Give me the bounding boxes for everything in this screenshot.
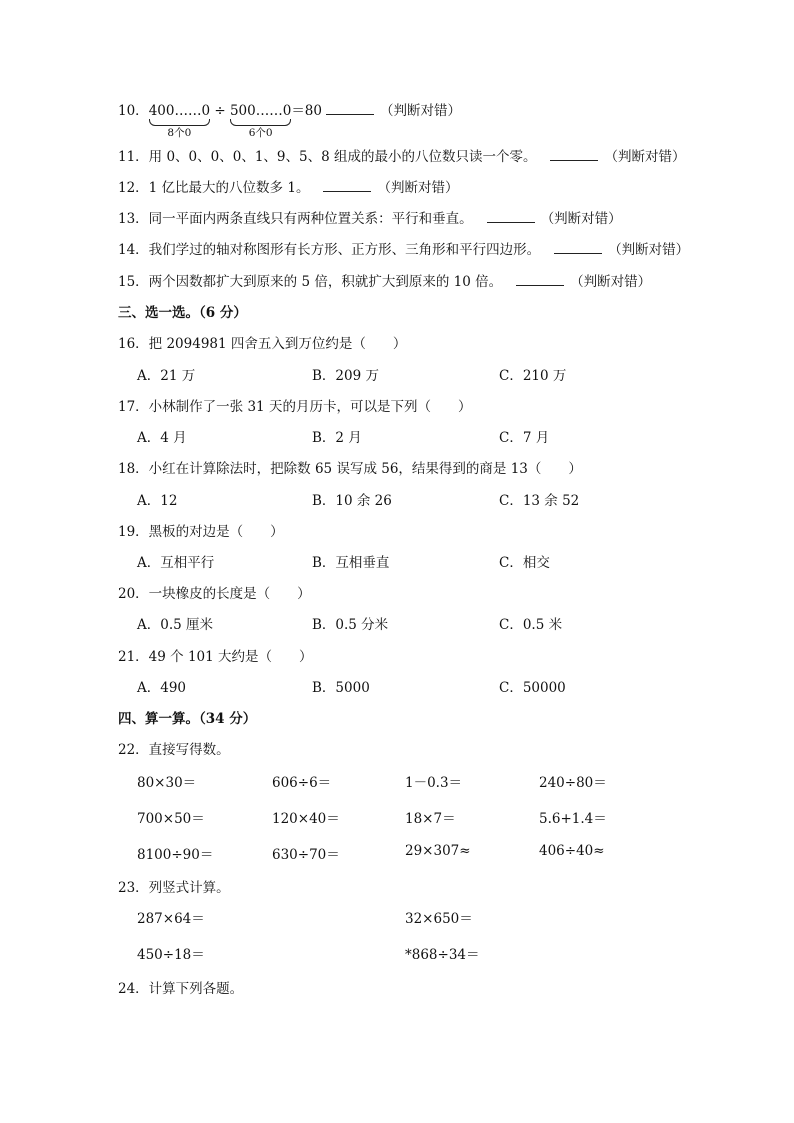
calc-item: 606÷6＝: [272, 775, 332, 791]
question-22: 22．直接写得数。: [118, 742, 230, 758]
calc-item: 1－0.3＝: [405, 775, 463, 791]
answer-blank[interactable]: [326, 102, 374, 115]
option-a[interactable]: A．0.5 厘米: [137, 617, 214, 633]
question-11: 11．用 0、0、0、0、1、9、5、8 组成的最小的八位数只读一个零。 （判断对错）: [118, 149, 686, 165]
q10-dividend: 400……0 8个0: [148, 103, 211, 139]
question-16: 16．把 2094981 四舍五入到万位约是（ ）: [118, 336, 407, 352]
option-c[interactable]: C．7 月: [499, 430, 550, 446]
calc-item: 287×64＝: [137, 911, 205, 927]
calc-item: 240÷80＝: [539, 775, 607, 791]
question-12: 12．1 亿比最大的八位数多 1。 （判断对错）: [118, 180, 459, 196]
calc-item: 5.6+1.4＝: [539, 811, 607, 827]
option-b[interactable]: B．互相垂直: [312, 555, 390, 571]
calc-item: 450÷18＝: [137, 947, 205, 963]
calc-item: 18×7＝: [405, 811, 456, 827]
calc-item: 29×307≈: [405, 843, 471, 859]
option-b[interactable]: B．10 余 26: [312, 493, 392, 509]
question-18: 18．小红在计算除法时，把除数 65 误写成 56，结果得到的商是 13（ ）: [118, 461, 582, 477]
calc-item: 630÷70＝: [272, 847, 340, 863]
calc-item: 406÷40≈: [539, 843, 605, 859]
q10-divisor: 500……0 6个0: [229, 103, 292, 139]
question-13: 13．同一平面内两条直线只有两种位置关系：平行和垂直。 （判断对错）: [118, 211, 622, 227]
calc-item: 120×40＝: [272, 811, 340, 827]
answer-blank[interactable]: [550, 148, 598, 161]
question-21: 21．49 个 101 大约是（ ）: [118, 649, 313, 665]
option-a[interactable]: A．12: [137, 493, 178, 509]
question-24: 24．计算下列各题。: [118, 981, 244, 997]
option-a[interactable]: A．4 月: [137, 430, 187, 446]
section-heading: 四、算一算。（34 分）: [118, 711, 257, 727]
question-17: 17．小林制作了一张 31 天的月历卡，可以是下列（ ）: [118, 399, 472, 415]
calc-item: 32×650＝: [405, 911, 473, 927]
question-14: 14．我们学过的轴对称图形有长方形、正方形、三角形和平行四边形。 （判断对错）: [118, 242, 690, 258]
question-23: 23．列竖式计算。: [118, 880, 230, 896]
calc-item: *868÷34＝: [405, 947, 480, 963]
question-20: 20．一块橡皮的长度是（ ）: [118, 586, 311, 602]
question-10: 10．400……0 8个0 ÷ 500……0 6个0 ＝80 （判断对错）: [118, 103, 461, 139]
option-a[interactable]: A．互相平行: [137, 555, 215, 571]
question-19: 19．黑板的对边是（ ）: [118, 524, 284, 540]
option-b[interactable]: B．0.5 分米: [312, 617, 389, 633]
option-b[interactable]: B．2 月: [312, 430, 362, 446]
calc-item: 700×50＝: [137, 811, 205, 827]
answer-blank[interactable]: [487, 210, 535, 223]
calc-item: 8100÷90＝: [137, 847, 214, 863]
option-c[interactable]: C．相交: [499, 555, 550, 571]
option-c[interactable]: C．50000: [499, 680, 566, 696]
option-b[interactable]: B．209 万: [312, 368, 379, 384]
option-a[interactable]: A．490: [137, 680, 187, 696]
section-heading: 三、选一选。（6 分）: [118, 305, 247, 321]
answer-blank[interactable]: [323, 179, 371, 192]
option-a[interactable]: A．21 万: [137, 368, 196, 384]
question-15: 15．两个因数都扩大到原来的 5 倍，积就扩大到原来的 10 倍。 （判断对错）: [118, 274, 652, 290]
option-c[interactable]: C．0.5 米: [499, 617, 563, 633]
calc-item: 80×30＝: [137, 775, 197, 791]
option-b[interactable]: B．5000: [312, 680, 370, 696]
answer-blank[interactable]: [516, 273, 564, 286]
option-c[interactable]: C．210 万: [499, 368, 567, 384]
option-c[interactable]: C．13 余 52: [499, 493, 580, 509]
answer-blank[interactable]: [554, 241, 602, 254]
